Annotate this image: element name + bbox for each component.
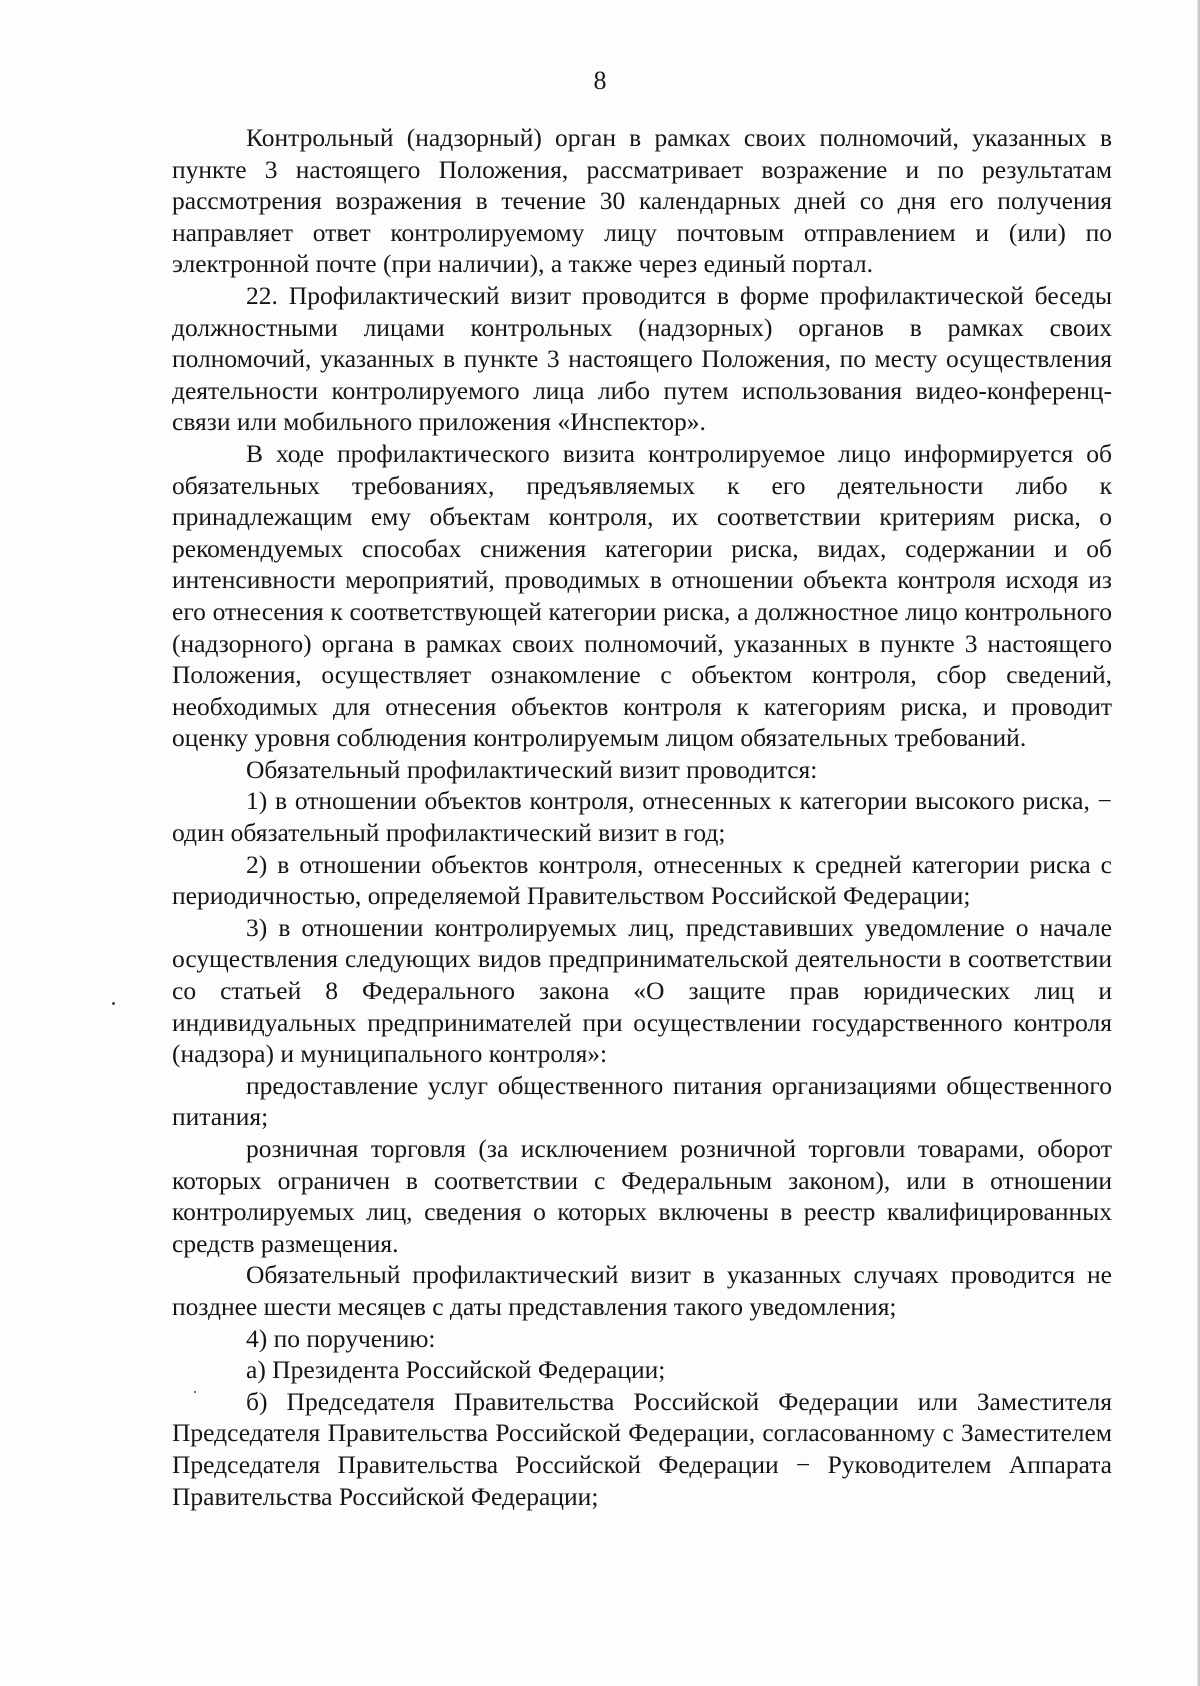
paragraph-retail: розничная торговля (за исключением розничной торговли товарами, оборот которых ограничен в соответствии с Федеральным законом), или в отношении контролируемых лиц, сведения о которых включены в реестр квалифицированных средств размещения. <box>172 1134 1112 1258</box>
paragraph-mandatory-visit: Обязательный профилактический визит проводится: <box>246 754 818 784</box>
scan-speck <box>112 1002 115 1005</box>
paragraph-objection-review: Контрольный (надзорный) орган в рамках своих полномочий, указанных в пункте 3 настоящего Положения, рассматривает возражение и по результатам рассмотрения возражения в течение 30 календарных дней со дня его получения направляет ответ контролируемому лицу почтовым отправлением и (или) по электронной почте (при наличии), а также через единый портал. <box>172 123 1112 279</box>
scan-speck <box>194 1391 196 1393</box>
list-item-2: 2) в отношении объектов контроля, отнесенных к средней категории риска с периодичностью, определяемой Правительством Российской Федерации; <box>172 849 1112 911</box>
list-item-4: 4) по поручению: <box>246 1323 436 1353</box>
list-item-3: 3) в отношении контролируемых лиц, представивших уведомление о начале осуществления следующих видов предпринимательской деятельности в соответствии со статьей 8 Федерального закона «О защите прав юридических лиц и индивидуальных предпринимателей при осуществлении государственного контроля (надзора) и муниципального контроля»: <box>172 912 1112 1069</box>
paragraph-timing: Обязательный профилактический визит в указанных случаях проводится не позднее шести месяцев с даты представления такого уведомления; <box>172 1260 1112 1321</box>
page-number: 8 <box>593 66 607 95</box>
paragraph-catering: предоставление услуг общественного питания организациями общественного питания; <box>172 1070 1112 1132</box>
paragraph-item-22: 22. Профилактический визит проводится в форме профилактической беседы должностными лицами контрольных (надзорных) органов в рамках своих полномочий, указанных в пункте 3 настоящего Положения, по месту осуществления деятельности контролируемого лица либо путем использования видео-конференц-связи или мобильного приложения «Инспектор». <box>172 280 1112 437</box>
list-item-1: 1) в отношении объектов контроля, отнесенных к категории высокого риска, − один обязательный профилактический визит в год; <box>172 786 1112 848</box>
document-body <box>172 122 1112 1512</box>
list-item-4a: а) Президента Российской Федерации; <box>246 1355 666 1385</box>
paragraph-visit-course: В ходе профилактического визита контролируемое лицо информируется об обязательных требованиях, предъявляемых к его деятельности либо к принадлежащим ему объектам контроля, их соответствии критериям риска, о рекомендуемых способах снижения категории риска, видах, содержании и об интенсивности мероприятий, проводимых в отношении объекта контроля исходя из его отнесения к соответствующей категории риска, а должностное лицо контрольного (надзорного) органа в рамках своих полномочий, указанных в пункте 3 настоящего Положения, осуществляет ознакомление с объектом контроля, сбор сведений, необходимых для отнесения объектов контроля к категориям риска, и проводит оценку уровня соблюдения контролируемым лицом обязательных требований. <box>172 438 1112 753</box>
list-item-4b: б) Председателя Правительства Российской Федерации или Заместителя Председателя Правительства Российской Федерации, согласованному с Заместителем Председателя Правительства Российской Федерации − Руководителем Аппарата Правительства Российской Федерации; <box>172 1386 1112 1511</box>
